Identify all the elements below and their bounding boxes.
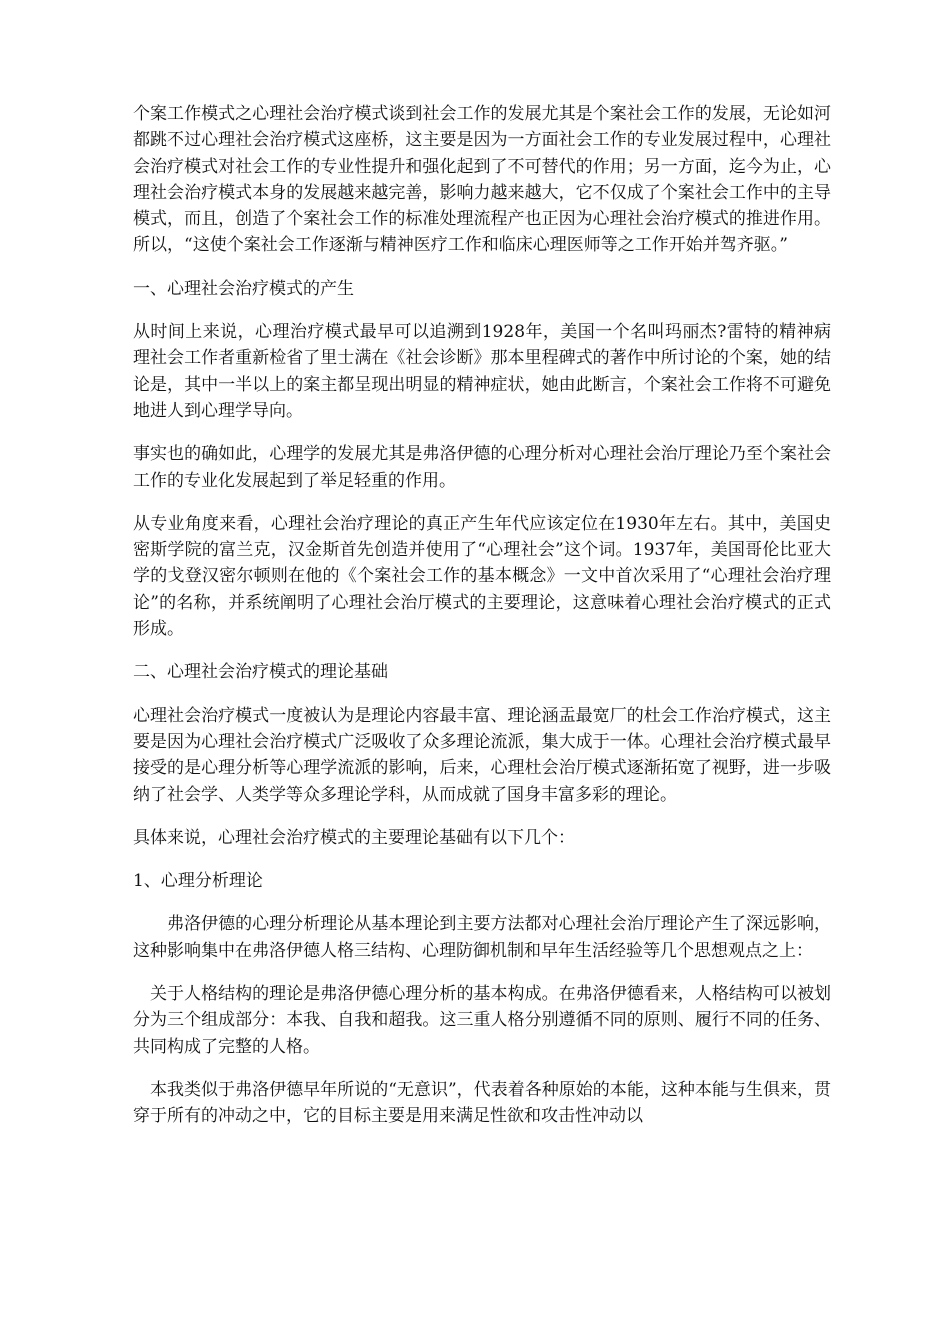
paragraph-theory-list-intro: 具体来说，心理社会治疗模式的主要理论基础有以下几个： [133, 827, 575, 848]
paragraph-psychoanalysis-influence: 弗洛伊德的心理分析理论从基本理论到主要方法都对心理社会治厅理论产生了深远影响，这种影响集中在弗洛伊德人格三结构、心理防御机制和早年生活经验等几个思想观点之上： [133, 914, 831, 961]
paragraph-theory-richness: 心理社会治疗模式一度被认为是理论内容最丰富、理论涵盂最宽厂的杜会工作治疗模式，这主要是因为心理社会治疗模式广泛吸收了众多理论流派，集大成于一体。心理社会治疗模式最早接受的是心理分析等心理学流派的影响，后来，心理杜会治厅模式逐渐拓宽了视野，进一步吸纳了社会学、人类学等众多理论学科，从而成就了国身丰富多彩的理论。 [133, 705, 831, 805]
paragraph-origin-history: 从时间上来说，心理治疗模式最早可以追溯到1928年，美国一个名叫玛丽杰?雷特的精神病理社会工作者重新检省了里士满在《社会诊断》那本里程碑式的著作中所讨论的个案，她的结论是，其中一半以上的案主都呈现出明显的精神症状，她由此断言，个案社会工作将不可避免地进人到心理学导向。 [133, 322, 831, 421]
paragraph-intro: 个案工作模式之心理社会治疗模式谈到社会工作的发展尤其是个案社会工作的发展，无论如河都跳不过心理社会治疗模式这座桥，这主要是因为一方面社会工作的专业发展过程中，心理社会治疗模式对社会工作的专业性提升和强化起到了不可替代的作用；另一方面，迄今为止，心理社会治疗模式本身的发展越来越完善，影响力越来越大，它不仅成了个案社会工作中的主导模式，而且，创造了个案社会工作的标准处理流程产也正因为心理社会治疗模式的推进作用。所以，“这使个案社会工作逐渐与精神医疗工作和临床心理医师等之工作开始并驾齐驱。” [133, 104, 831, 256]
document-body [133, 101, 831, 1147]
subsection-heading-psychoanalysis: 1、心理分析理论 [133, 871, 263, 892]
section-heading-theory-basis: 二、心理社会治疗模式的理论基础 [133, 662, 388, 683]
paragraph-personality-structure: 关于人格结构的理论是弗洛伊德心理分析的基本构成。在弗洛伊德看来，人格结构可以被划分为三个组成部分：本我、自我和超我。这三重人格分别遵循不同的原则、履行不同的任务、共同构成了完整的人格。 [133, 984, 831, 1057]
paragraph-id-description: 本我类似于弗洛伊德早年所说的“无意识”，代表着各种原始的本能，这种本能与生俱来，贯穿于所有的冲动之中，它的目标主要是用来满足性欲和攻击性冲动以 [133, 1079, 831, 1127]
paragraph-professional-origin: 从专业角度来看，心理社会治疗理论的真正产生年代应该定位在1930年左右。其中，美国史密斯学院的富兰克，汉金斯首先创造并使用了“心理社会”这个词。1937年，美国哥伦比亚大学的戈登汉密尔顿则在他的《个案社会工作的基本概念》一文中首次采用了“心理社会治疗理论”的名称，并系统阐明了心理社会治厅模式的主要理论，这意味着心理社会治疗模式的正式形成。 [133, 513, 831, 640]
paragraph-freud-influence: 事实也的确如此，心理学的发展尤其是弗洛伊德的心理分析对心理社会治厅理论乃至个案社会工作的专业化发展起到了举足轻重的作用。 [133, 444, 831, 491]
section-heading-origin: 一、心理社会治疗模式的产生 [133, 278, 354, 299]
